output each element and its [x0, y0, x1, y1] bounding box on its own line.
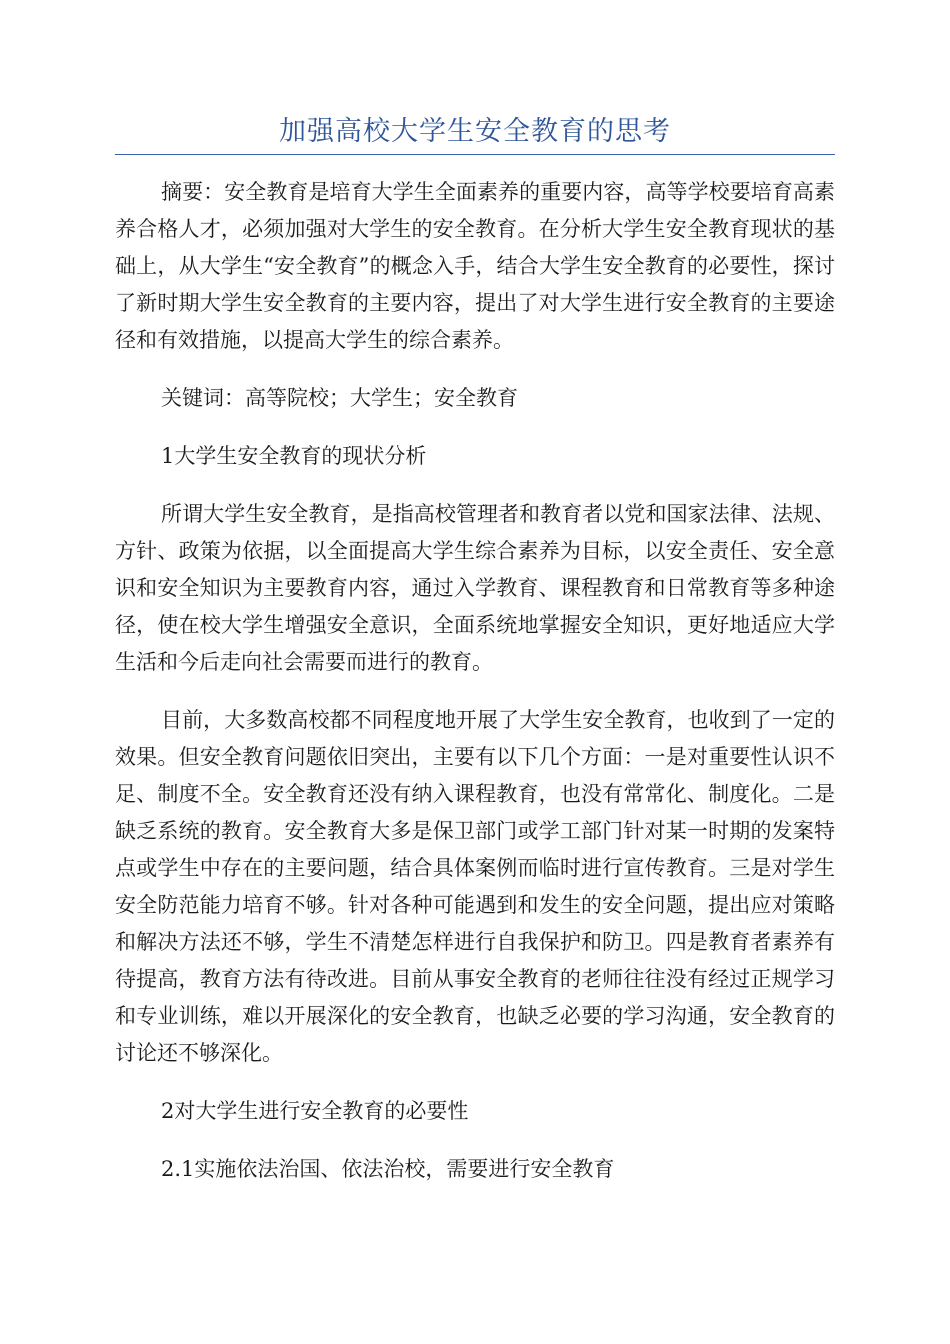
section-heading-1: 1大学生安全教育的现状分析	[161, 444, 427, 468]
subsection-heading-2-1: 2.1实施依法治国、依法治校，需要进行安全教育	[161, 1157, 615, 1181]
section-heading-2: 2对大学生进行安全教育的必要性	[161, 1099, 469, 1123]
title-underline	[115, 154, 835, 155]
document-body	[115, 174, 835, 1209]
body-paragraph: 所谓大学生安全教育，是指高校管理者和教育者以党和国家法律、法规、方针、政策为依据，以全面提高大学生综合素养为目标，以安全责任、安全意识和安全知识为主要教育内容，通过入学教育、课程教育和日常教育等多种途径，使在校大学生增强安全意识，全面系统地掌握安全知识，更好地适应大学生活和今后走向社会需要而进行的教育。	[115, 502, 835, 674]
abstract-paragraph: 摘要：安全教育是培育大学生全面素养的重要内容，高等学校要培育高素养合格人才，必须加强对大学生的安全教育。在分析大学生安全教育现状的基础上，从大学生“安全教育”的概念入手，结合大学生安全教育的必要性，探讨了新时期大学生安全教育的主要内容，提出了对大学生进行安全教育的主要途径和有效措施，以提高大学生的综合素养。	[115, 180, 835, 352]
keywords-paragraph: 关键词：高等院校；大学生；安全教育	[161, 386, 518, 410]
body-paragraph: 目前，大多数高校都不同程度地开展了大学生安全教育，也收到了一定的效果。但安全教育问题依旧突出，主要有以下几个方面：一是对重要性认识不足、制度不全。安全教育还没有纳入课程教育，也没有常常化、制度化。二是缺乏系统的教育。安全教育大多是保卫部门或学工部门针对某一时期的发案特点或学生中存在的主要问题，结合具体案例而临时进行宣传教育。三是对学生安全防范能力培育不够。针对各种可能遇到和发生的安全问题，提出应对策略和解决方法还不够，学生不清楚怎样进行自我保护和防卫。四是教育者素养有待提高，教育方法有待改进。目前从事安全教育的老师往往没有经过正规学习和专业训练，难以开展深化的安全教育，也缺乏必要的学习沟通，安全教育的讨论还不够深化。	[115, 708, 835, 1065]
document-title: 加强高校大学生安全教育的思考	[279, 116, 671, 147]
